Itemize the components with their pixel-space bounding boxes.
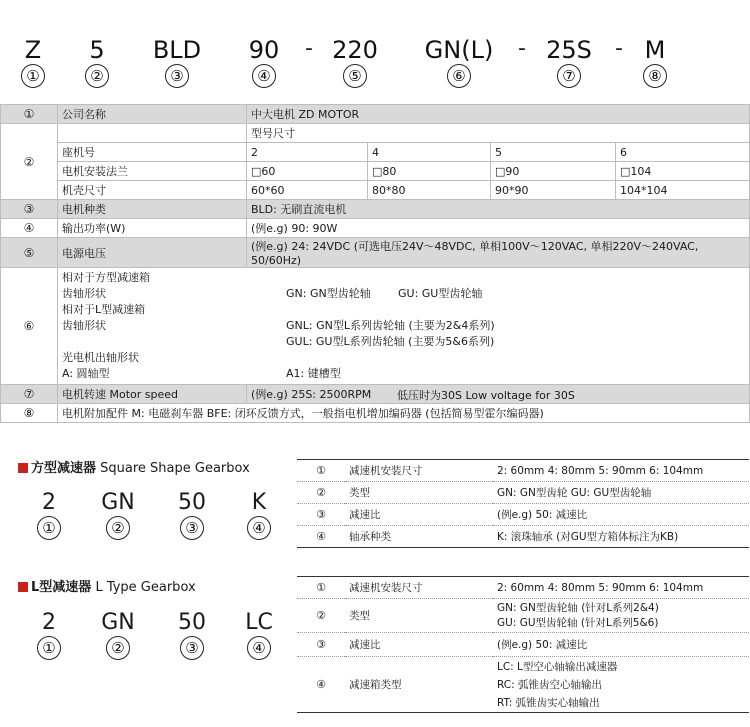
gear-row <box>297 633 749 657</box>
row-number: ④ <box>297 657 345 713</box>
circle-number: ② <box>106 516 130 540</box>
circle-number: ④ <box>247 636 271 660</box>
row-value-cell <box>493 599 749 633</box>
gear-row <box>297 504 749 526</box>
row-number: ⑧ <box>1 404 58 423</box>
code-text: 50 <box>178 490 206 515</box>
shaft-line-group <box>62 318 745 334</box>
shaft-line: 齿轴形状 <box>62 287 106 300</box>
row-number: ④ <box>297 526 345 548</box>
shaft-block <box>58 268 750 385</box>
code-part-3 <box>152 36 202 88</box>
row-label: 减速箱类型 <box>345 657 493 713</box>
row-value: (例e.g) 25S: 2500RPM <box>251 388 372 401</box>
spec-row-frame <box>1 143 750 162</box>
row-number: ① <box>297 577 345 599</box>
row-value: (例e.g) 90: 90W <box>247 219 750 238</box>
red-square-icon <box>18 463 28 473</box>
row-label-empty <box>58 124 247 143</box>
row-label: 公司名称 <box>58 105 247 124</box>
l-gearbox-title <box>18 576 196 595</box>
shaft-line: 相对于方型减速箱 <box>62 271 150 284</box>
size-cell: 6 <box>616 143 750 162</box>
circle-number: ④ <box>252 64 276 88</box>
row-value-cell <box>493 657 749 713</box>
code-part-1 <box>18 36 48 88</box>
separator: - <box>305 36 313 61</box>
row-label: 轴承种类 <box>345 526 493 548</box>
row-number: ③ <box>297 504 345 526</box>
spec-row-shaft <box>1 268 750 385</box>
model-code-row <box>0 36 750 98</box>
row-label: 输出功率(W) <box>58 219 247 238</box>
spec-row-voltage <box>1 238 750 268</box>
row-value: GN: GN型齿轮 GU: GU型齿轮轴 <box>493 482 749 504</box>
shaft-line: 齿轴形状 <box>62 319 106 332</box>
code-part-4 <box>246 36 282 88</box>
size-cell: 5 <box>491 143 616 162</box>
size-cell: 90*90 <box>491 181 616 200</box>
row-value: (例e.g) 50: 减速比 <box>493 633 749 657</box>
size-cell: 80*80 <box>368 181 491 200</box>
row-value: GN: GN型齿轮轴 (针对L系列2&4) <box>497 601 659 614</box>
row-label: 类型 <box>345 482 493 504</box>
row-label: 电机附加配件 <box>62 407 128 420</box>
code-text: Z <box>24 36 42 64</box>
separator: - <box>615 36 623 61</box>
separator: - <box>518 36 526 61</box>
code-text: BLD <box>152 36 202 64</box>
row-number: ⑦ <box>1 385 58 404</box>
code-part <box>36 610 62 660</box>
shaft-option: GUL: GU型L系列齿轮轴 (主要为5&6系列) <box>286 335 495 348</box>
row-number: ① <box>297 460 345 482</box>
spec-row-speed <box>1 385 750 404</box>
spec-row-company <box>1 105 750 124</box>
code-part <box>246 490 272 540</box>
shaft-line: 光电机出轴形状 <box>62 351 139 364</box>
row-number: ④ <box>1 219 58 238</box>
code-part-8 <box>640 36 670 88</box>
code-text: 50 <box>178 610 206 635</box>
row-value-cell <box>58 404 750 423</box>
circle-number: ② <box>85 64 109 88</box>
code-part <box>36 490 62 540</box>
shaft-line: 相对于L型减速箱 <box>62 303 146 316</box>
code-part-2 <box>82 36 112 88</box>
size-cell: 4 <box>368 143 491 162</box>
row-value: M: 电磁刹车器 BFE: 闭环反馈方式，一般指电机增加编码器 (包括简易型霍尔编码器) <box>131 407 544 420</box>
square-gearbox-title <box>18 457 250 476</box>
square-gearbox-table <box>297 459 749 548</box>
row-value: BLD: 无刷直流电机 <box>247 200 750 219</box>
shaft-line-group <box>62 366 745 382</box>
row-label: 机壳尺寸 <box>58 181 247 200</box>
code-part <box>244 610 274 660</box>
code-part <box>101 610 135 660</box>
circle-number: ④ <box>247 516 271 540</box>
row-number: ③ <box>1 200 58 219</box>
gear-row <box>297 577 749 599</box>
gear-row <box>297 460 749 482</box>
size-header: 型号尺寸 <box>247 124 750 143</box>
shaft-line-group <box>62 286 745 302</box>
spec-row-motor-type <box>1 200 750 219</box>
circle-number: ③ <box>180 636 204 660</box>
code-text: 25S <box>546 36 592 64</box>
row-value: GU: GU型齿轮轴 (针对L系列5&6) <box>497 616 659 629</box>
circle-number: ① <box>37 516 61 540</box>
gear-row <box>297 482 749 504</box>
size-cell: □90 <box>491 162 616 181</box>
code-text: GN(L) <box>424 36 494 64</box>
code-part <box>176 490 208 540</box>
code-text: 220 <box>332 36 378 64</box>
shaft-option: GNL: GN型L系列齿轮轴 (主要为2&4系列) <box>286 319 495 332</box>
code-part-7 <box>544 36 594 88</box>
row-label: 减速比 <box>345 504 493 526</box>
row-value: 2: 60mm 4: 80mm 5: 90mm 6: 104mm <box>493 577 749 599</box>
spec-row-flange <box>1 162 750 181</box>
shaft-option: GN: GN型齿轮轴 <box>286 287 371 300</box>
row-label: 电机安装法兰 <box>58 162 247 181</box>
gear-row <box>297 526 749 548</box>
circle-number: ② <box>106 636 130 660</box>
code-text: M <box>644 36 666 64</box>
l-gearbox-table <box>297 576 749 713</box>
shaft-option: A1: 键槽型 <box>286 367 341 380</box>
spec-table <box>0 104 750 423</box>
code-text: 5 <box>89 36 105 64</box>
title-en: L Type Gearbox <box>95 580 196 595</box>
row-label: 减速机安装尺寸 <box>345 460 493 482</box>
row-label: 减速机安装尺寸 <box>345 577 493 599</box>
title-en: Square Shape Gearbox <box>100 461 250 476</box>
size-cell: □104 <box>616 162 750 181</box>
row-number: ① <box>1 105 58 124</box>
shaft-line: A: 圆轴型 <box>62 367 110 380</box>
code-part-6 <box>420 36 498 88</box>
spec-row-size-header <box>1 124 750 143</box>
spec-row-housing <box>1 181 750 200</box>
row-value: (例e.g) 24: 24VDC (可选电压24V～48VDC, 单相100V～120VAC, 单相220V～240VAC, 50/60Hz) <box>247 238 750 268</box>
row-label: 电机转速 Motor speed <box>58 385 247 404</box>
row-extra: 低压时为30S Low voltage for 30S <box>397 389 575 402</box>
size-cell: 2 <box>247 143 368 162</box>
row-value: K: 滚珠轴承 (对GU型方箱体标注为KB) <box>493 526 749 548</box>
row-value: 中大电机 ZD MOTOR <box>247 105 750 124</box>
row-number: ⑥ <box>1 268 58 385</box>
code-part <box>176 610 208 660</box>
size-cell: 60*60 <box>247 181 368 200</box>
spec-row-accessory <box>1 404 750 423</box>
row-label: 电机种类 <box>58 200 247 219</box>
row-value: 2: 60mm 4: 80mm 5: 90mm 6: 104mm <box>493 460 749 482</box>
shaft-line-group <box>62 334 745 350</box>
row-label: 类型 <box>345 599 493 633</box>
row-label: 电源电压 <box>58 238 247 268</box>
circle-number: ③ <box>165 64 189 88</box>
row-label: 座机号 <box>58 143 247 162</box>
code-text: LC <box>245 610 273 635</box>
size-cell: □80 <box>368 162 491 181</box>
row-value-cell <box>247 385 750 404</box>
gear-row <box>297 657 749 713</box>
code-text: GN <box>101 610 135 635</box>
circle-number: ③ <box>180 516 204 540</box>
row-value: RT: 弧锥齿实心轴输出 <box>497 696 600 709</box>
row-value: LC: L型空心轴输出减速器 <box>497 660 618 673</box>
row-number: ② <box>297 599 345 633</box>
spec-row-power <box>1 219 750 238</box>
gear-row <box>297 599 749 633</box>
row-label: 减速比 <box>345 633 493 657</box>
code-text: 90 <box>248 36 280 64</box>
circle-number: ⑥ <box>447 64 471 88</box>
row-number: ② <box>297 482 345 504</box>
code-part <box>101 490 135 540</box>
circle-number: ⑦ <box>557 64 581 88</box>
circle-number: ⑤ <box>343 64 367 88</box>
row-number: ③ <box>297 633 345 657</box>
circle-number: ① <box>21 64 45 88</box>
code-text: K <box>251 490 267 515</box>
code-text: 2 <box>42 610 56 635</box>
title-cn: L型减速器 <box>31 580 92 595</box>
code-part-5 <box>331 36 379 88</box>
code-text: GN <box>101 490 135 515</box>
size-cell: □60 <box>247 162 368 181</box>
shaft-option: GU: GU型齿轮轴 <box>398 287 483 300</box>
size-cell: 104*104 <box>616 181 750 200</box>
circle-number: ① <box>37 636 61 660</box>
row-number: ② <box>1 124 58 200</box>
red-square-icon <box>18 582 28 592</box>
title-cn: 方型减速器 <box>31 461 97 476</box>
circle-number: ⑧ <box>643 64 667 88</box>
code-text: 2 <box>42 490 56 515</box>
row-value: RC: 弧锥齿空心轴输出 <box>497 678 602 691</box>
row-number: ⑤ <box>1 238 58 268</box>
row-value: (例e.g) 50: 减速比 <box>493 504 749 526</box>
